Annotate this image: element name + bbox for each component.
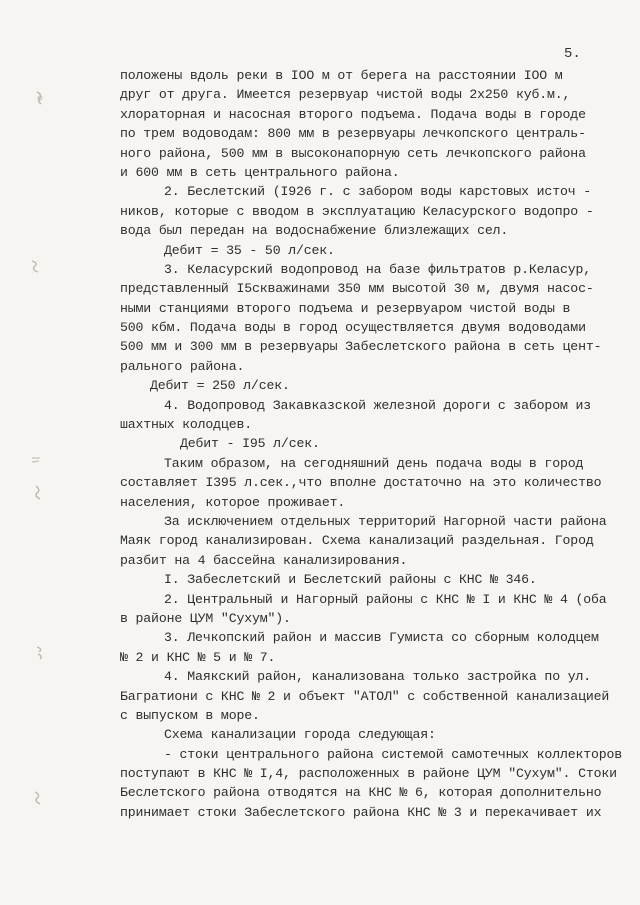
text-line: ников, которые с вводом в эксплуатацию Келасурского водопро - — [120, 203, 594, 219]
text-line: разбит на 4 бассейна канализирования. — [120, 552, 408, 568]
margin-smudge-icon — [30, 258, 42, 274]
text-line: друг от друга. Имеется резервуар чистой воды 2х250 куб.м., — [120, 87, 571, 103]
text-line: 500 мм и 300 мм в резервуары Забеслетского района в сеть цент- — [120, 339, 602, 355]
text-line: с выпуском в море. — [120, 707, 260, 723]
text-line: рального района. — [120, 358, 245, 374]
text-line: ного района, 500 мм в высоконапорную сеть лечкопского района — [120, 145, 586, 161]
text-line: ными станциями второго подъема и резервуаром чистой воды в — [120, 300, 571, 316]
text-line: I. Забеслетский и Беслетский районы с КНС № 346. — [164, 572, 537, 588]
text-line: 500 кбм. Подача воды в город осуществляется двумя водоводами — [120, 320, 586, 336]
text-line: представленный I5скважинами 350 мм высотой 30 м, двумя насос- — [120, 281, 594, 297]
text-line: 2. Беслетский (I926 г. с забором воды карстовых источ - — [164, 184, 592, 200]
text-line: За исключением отдельных территорий Нагорной части района — [164, 513, 607, 529]
text-line: 4. Водопровод Закавказской железной дороги с забором из — [164, 397, 592, 413]
text-line: Схема канализации города следующая: — [164, 727, 436, 743]
text-line: по трем водоводам: 800 мм в резервуары лечкопского централь- — [120, 126, 586, 142]
page-number: 5. — [564, 46, 581, 62]
text-line: 2. Центральный и Нагорный районы с КНС № I и КНС № 4 (оба — [164, 591, 607, 607]
margin-smudge-icon — [30, 452, 42, 468]
text-line: положены вдоль реки в IOO м от берега на расстоянии IOO м — [120, 68, 563, 83]
text-line: хлораторная и насосная второго подъема. Подача воды в городе — [120, 106, 586, 122]
text-line: 3. Келасурский водопровод на базе фильтратов р.Келасур, — [164, 261, 592, 277]
margin-smudge-icon — [34, 90, 46, 106]
text-line: № 2 и КНС № 5 и № 7. — [120, 649, 276, 665]
document-body — [120, 66, 625, 822]
text-line: Дебит = 35 - 50 л/сек. — [164, 242, 335, 258]
text-line: 4. Маякский район, канализована только застройка по ул. — [164, 669, 592, 685]
margin-smudge-icon — [32, 790, 44, 806]
margin-smudge-icon — [32, 484, 44, 500]
text-line: составляет I395 л.сек.,что вполне достаточно на это количество — [120, 475, 602, 491]
text-line: и 600 мм в сеть центрального района. — [120, 164, 400, 180]
text-line: 3. Лечкопский район и массив Гумиста со сборным колодцем — [164, 630, 599, 646]
text-line: Беслетского района отводятся на КНС № 6, которая дополнительно — [120, 785, 602, 801]
text-line: Таким образом, на сегодняшний день подача воды в город — [164, 455, 584, 471]
text-line: поступают в КНС № I,4, расположенных в районе ЦУМ "Сухум". Стоки — [120, 766, 617, 782]
text-line: принимает стоки Забеслетского района КНС № 3 и перекачивает их — [120, 804, 602, 820]
text-line: - стоки центрального района системой самотечных коллекторов — [164, 746, 623, 762]
text-line: Дебит = 250 л/сек. — [150, 378, 290, 394]
text-line: Маяк город канализирован. Схема канализаций раздельная. Город — [120, 533, 594, 549]
text-line: вода был передан на водоснабжение близлежащих сел. — [120, 223, 509, 239]
margin-smudge-icon — [34, 644, 46, 660]
text-line: в районе ЦУМ "Сухум"). — [120, 610, 291, 626]
text-line: Дебит - I95 л/сек. — [180, 436, 320, 452]
text-line: шахтных колодцев. — [120, 417, 252, 433]
text-line: Багратиони с КНС № 2 и объект "АТОЛ" с собственной канализацией — [120, 688, 610, 704]
text-line: населения, которое проживает. — [120, 494, 346, 510]
